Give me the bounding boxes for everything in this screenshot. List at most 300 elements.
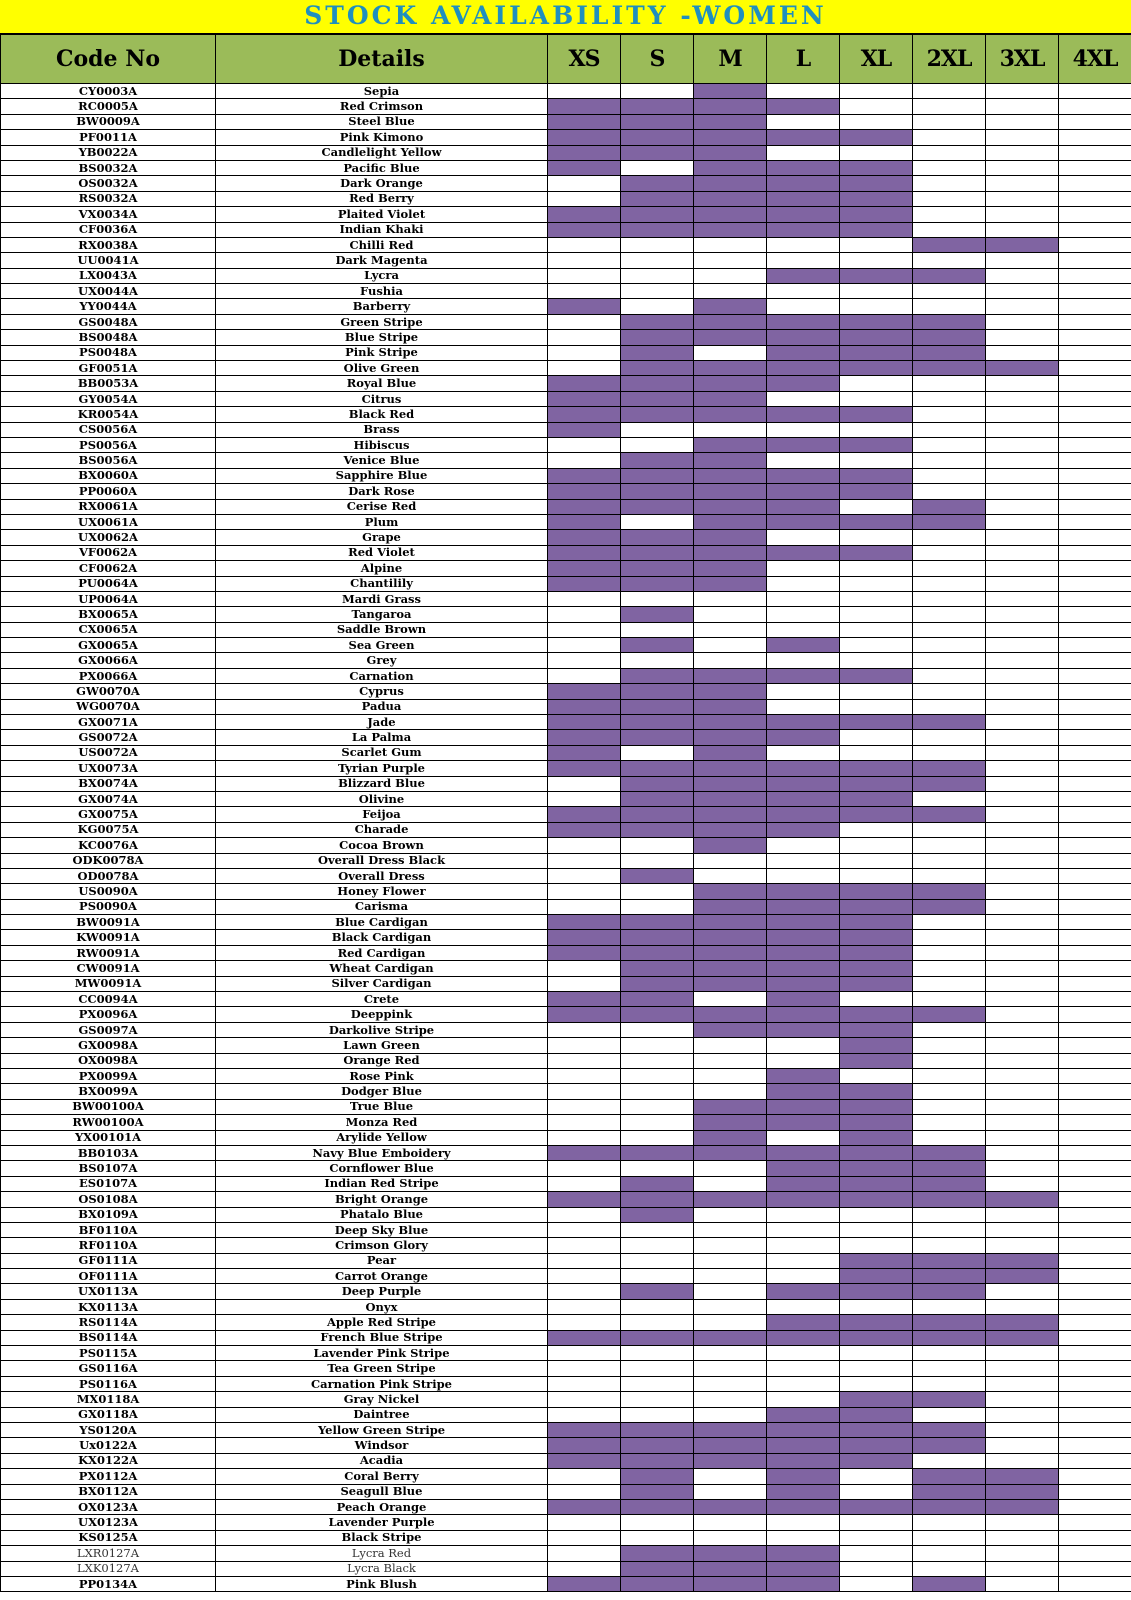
- stock-cell-s-available: [621, 1561, 694, 1576]
- stock-cell-3xl-empty: [986, 176, 1059, 191]
- details-cell: Overall Dress: [216, 868, 548, 883]
- stock-cell-2xl-available: [913, 1422, 986, 1437]
- stock-cell-m-empty: [694, 1299, 767, 1314]
- stock-cell-s-available: [621, 1192, 694, 1207]
- stock-cell-xl-empty: [840, 838, 913, 853]
- stock-cell-2xl-empty: [913, 591, 986, 606]
- stock-cell-3xl-available: [986, 1269, 1059, 1284]
- stock-cell-m-empty: [694, 1207, 767, 1222]
- stock-cell-xs-available: [548, 1438, 621, 1453]
- stock-cell-m-empty: [694, 268, 767, 283]
- stock-cell-l-available: [767, 638, 840, 653]
- stock-cell-xl-empty: [840, 992, 913, 1007]
- stock-cell-4xl-empty: [1059, 145, 1131, 160]
- table-row: [1, 1299, 1131, 1314]
- stock-cell-4xl-empty: [1059, 253, 1131, 268]
- stock-cell-s-available: [621, 1145, 694, 1160]
- stock-cell-3xl-empty: [986, 884, 1059, 899]
- stock-cell-s-available: [621, 207, 694, 222]
- stock-cell-xl-available: [840, 1438, 913, 1453]
- stock-cell-xl-available: [840, 715, 913, 730]
- stock-cell-s-available: [621, 1453, 694, 1468]
- stock-cell-xl-available: [840, 407, 913, 422]
- stock-cell-4xl-empty: [1059, 299, 1131, 314]
- stock-cell-xl-available: [840, 1407, 913, 1422]
- table-row: [1, 1238, 1131, 1253]
- stock-cell-4xl-empty: [1059, 1269, 1131, 1284]
- stock-cell-xl-available: [840, 176, 913, 191]
- stock-cell-3xl-empty: [986, 1038, 1059, 1053]
- stock-cell-2xl-empty: [913, 1130, 986, 1145]
- code-cell: KX0122A: [1, 1453, 216, 1468]
- code-cell: CC0094A: [1, 992, 216, 1007]
- stock-cell-4xl-empty: [1059, 1207, 1131, 1222]
- stock-cell-3xl-empty: [986, 899, 1059, 914]
- stock-cell-xl-empty: [840, 453, 913, 468]
- stock-cell-xl-available: [840, 207, 913, 222]
- stock-cell-xl-empty: [840, 745, 913, 760]
- stock-cell-3xl-empty: [986, 915, 1059, 930]
- stock-cell-xl-empty: [840, 561, 913, 576]
- stock-cell-2xl-available: [913, 345, 986, 360]
- table-row: [1, 1192, 1131, 1207]
- stock-cell-4xl-empty: [1059, 1576, 1131, 1591]
- stock-cell-4xl-empty: [1059, 1499, 1131, 1514]
- table-row: [1, 253, 1131, 268]
- stock-cell-3xl-empty: [986, 838, 1059, 853]
- stock-cell-xl-available: [840, 1253, 913, 1268]
- stock-cell-m-available: [694, 453, 767, 468]
- stock-cell-xl-empty: [840, 99, 913, 114]
- stock-cell-4xl-empty: [1059, 1299, 1131, 1314]
- code-cell: GX0075A: [1, 807, 216, 822]
- details-cell: Red Crimson: [216, 99, 548, 114]
- stock-cell-2xl-empty: [913, 191, 986, 206]
- stock-cell-s-empty: [621, 653, 694, 668]
- table-row: [1, 776, 1131, 791]
- code-cell: BX0112A: [1, 1484, 216, 1499]
- table-row: [1, 1422, 1131, 1437]
- table-row: [1, 591, 1131, 606]
- stock-cell-4xl-empty: [1059, 1192, 1131, 1207]
- stock-cell-xl-available: [840, 668, 913, 683]
- stock-cell-xl-empty: [840, 237, 913, 252]
- stock-cell-xl-empty: [840, 607, 913, 622]
- details-cell: Black Stripe: [216, 1530, 548, 1545]
- stock-cell-l-available: [767, 1007, 840, 1022]
- code-cell: RW00100A: [1, 1115, 216, 1130]
- stock-cell-3xl-empty: [986, 437, 1059, 452]
- code-cell: US0090A: [1, 884, 216, 899]
- stock-cell-m-available: [694, 961, 767, 976]
- stock-cell-m-available: [694, 745, 767, 760]
- stock-cell-s-available: [621, 1499, 694, 1514]
- stock-cell-s-available: [621, 684, 694, 699]
- stock-cell-4xl-empty: [1059, 1222, 1131, 1237]
- code-cell: BS0048A: [1, 330, 216, 345]
- stock-cell-l-empty: [767, 684, 840, 699]
- stock-cell-4xl-empty: [1059, 1238, 1131, 1253]
- stock-cell-m-empty: [694, 1407, 767, 1422]
- header-size-l: L: [767, 35, 840, 84]
- header-size-3xl: 3XL: [986, 35, 1059, 84]
- stock-cell-2xl-empty: [913, 1546, 986, 1561]
- stock-cell-2xl-empty: [913, 160, 986, 175]
- stock-cell-m-available: [694, 822, 767, 837]
- stock-cell-l-available: [767, 807, 840, 822]
- stock-cell-s-available: [621, 191, 694, 206]
- details-cell: Dark Magenta: [216, 253, 548, 268]
- stock-cell-xl-empty: [840, 684, 913, 699]
- code-cell: UX0073A: [1, 761, 216, 776]
- stock-cell-2xl-available: [913, 1007, 986, 1022]
- stock-cell-xl-available: [840, 1084, 913, 1099]
- code-cell: KR0054A: [1, 407, 216, 422]
- stock-cell-3xl-available: [986, 1192, 1059, 1207]
- stock-cell-4xl-empty: [1059, 1392, 1131, 1407]
- details-cell: Royal Blue: [216, 376, 548, 391]
- stock-cell-2xl-available: [913, 1576, 986, 1591]
- stock-cell-4xl-empty: [1059, 1561, 1131, 1576]
- stock-cell-s-available: [621, 99, 694, 114]
- stock-cell-3xl-empty: [986, 114, 1059, 129]
- stock-cell-4xl-empty: [1059, 1530, 1131, 1545]
- stock-cell-m-empty: [694, 1176, 767, 1191]
- details-cell: Overall Dress Black: [216, 853, 548, 868]
- stock-cell-4xl-empty: [1059, 1315, 1131, 1330]
- stock-cell-s-available: [621, 1284, 694, 1299]
- stock-cell-s-empty: [621, 1299, 694, 1314]
- code-cell: GF0051A: [1, 361, 216, 376]
- stock-cell-2xl-available: [913, 1145, 986, 1160]
- stock-cell-xl-empty: [840, 591, 913, 606]
- code-cell: MX0118A: [1, 1392, 216, 1407]
- code-cell: GS0072A: [1, 730, 216, 745]
- code-cell: BX0060A: [1, 468, 216, 483]
- details-cell: Indian Khaki: [216, 222, 548, 237]
- stock-cell-2xl-available: [913, 499, 986, 514]
- stock-cell-3xl-empty: [986, 945, 1059, 960]
- stock-cell-xl-available: [840, 1130, 913, 1145]
- stock-cell-l-empty: [767, 422, 840, 437]
- stock-cell-xs-available: [548, 1192, 621, 1207]
- stock-cell-4xl-empty: [1059, 868, 1131, 883]
- code-cell: OS0032A: [1, 176, 216, 191]
- stock-cell-3xl-empty: [986, 391, 1059, 406]
- stock-cell-s-available: [621, 1546, 694, 1561]
- stock-cell-l-available: [767, 376, 840, 391]
- details-cell: Dodger Blue: [216, 1084, 548, 1099]
- stock-cell-s-available: [621, 791, 694, 806]
- stock-table: [0, 34, 1131, 1592]
- code-cell: BF0110A: [1, 1222, 216, 1237]
- stock-cell-m-available: [694, 299, 767, 314]
- stock-cell-xl-empty: [840, 699, 913, 714]
- stock-cell-m-empty: [694, 591, 767, 606]
- stock-cell-xs-available: [548, 1499, 621, 1514]
- table-row: [1, 237, 1131, 252]
- code-cell: PS0090A: [1, 899, 216, 914]
- page-title: STOCK AVAILABILITY -WOMEN: [0, 0, 1131, 34]
- stock-cell-xs-empty: [548, 1284, 621, 1299]
- code-cell: KC0076A: [1, 838, 216, 853]
- stock-cell-3xl-empty: [986, 1099, 1059, 1114]
- stock-cell-4xl-empty: [1059, 84, 1131, 99]
- stock-cell-xs-available: [548, 114, 621, 129]
- stock-cell-m-empty: [694, 638, 767, 653]
- stock-cell-xl-empty: [840, 576, 913, 591]
- stock-cell-xl-empty: [840, 376, 913, 391]
- header-size-xs: XS: [548, 35, 621, 84]
- stock-cell-s-empty: [621, 1346, 694, 1361]
- stock-cell-3xl-empty: [986, 1515, 1059, 1530]
- stock-cell-m-empty: [694, 1361, 767, 1376]
- stock-cell-l-available: [767, 1407, 840, 1422]
- stock-cell-3xl-empty: [986, 576, 1059, 591]
- stock-cell-s-available: [621, 345, 694, 360]
- stock-cell-xs-empty: [548, 191, 621, 206]
- stock-cell-l-available: [767, 1192, 840, 1207]
- stock-cell-xs-empty: [548, 884, 621, 899]
- code-cell: YX00101A: [1, 1130, 216, 1145]
- stock-cell-3xl-empty: [986, 684, 1059, 699]
- code-cell: BW00100A: [1, 1099, 216, 1114]
- stock-cell-xs-available: [548, 1330, 621, 1345]
- code-cell: PS0056A: [1, 437, 216, 452]
- stock-cell-xs-available: [548, 422, 621, 437]
- stock-cell-4xl-empty: [1059, 545, 1131, 560]
- stock-cell-3xl-empty: [986, 160, 1059, 175]
- stock-cell-m-available: [694, 1453, 767, 1468]
- stock-cell-xl-available: [840, 776, 913, 791]
- stock-cell-3xl-empty: [986, 1084, 1059, 1099]
- stock-cell-4xl-empty: [1059, 114, 1131, 129]
- stock-cell-3xl-available: [986, 1499, 1059, 1514]
- table-row: [1, 807, 1131, 822]
- stock-cell-xl-available: [840, 945, 913, 960]
- stock-cell-3xl-empty: [986, 468, 1059, 483]
- stock-cell-xl-available: [840, 1176, 913, 1191]
- code-cell: WG0070A: [1, 699, 216, 714]
- stock-cell-3xl-empty: [986, 130, 1059, 145]
- details-cell: Deep Purple: [216, 1284, 548, 1299]
- stock-cell-l-available: [767, 1069, 840, 1084]
- header-row: [1, 35, 1131, 84]
- stock-cell-l-available: [767, 1576, 840, 1591]
- stock-cell-4xl-empty: [1059, 530, 1131, 545]
- stock-cell-s-available: [621, 730, 694, 745]
- stock-cell-4xl-empty: [1059, 1253, 1131, 1268]
- stock-cell-l-empty: [767, 1346, 840, 1361]
- stock-cell-2xl-available: [913, 884, 986, 899]
- details-cell: Darkolive Stripe: [216, 1022, 548, 1037]
- stock-cell-m-available: [694, 1546, 767, 1561]
- stock-cell-s-empty: [621, 1084, 694, 1099]
- details-cell: Hibiscus: [216, 437, 548, 452]
- table-row: [1, 1376, 1131, 1391]
- code-cell: YS0120A: [1, 1422, 216, 1437]
- table-row: [1, 422, 1131, 437]
- stock-cell-2xl-empty: [913, 1407, 986, 1422]
- stock-cell-s-available: [621, 314, 694, 329]
- code-cell: PS0048A: [1, 345, 216, 360]
- stock-cell-xl-empty: [840, 1515, 913, 1530]
- code-cell: GS0097A: [1, 1022, 216, 1037]
- stock-cell-m-empty: [694, 1469, 767, 1484]
- stock-cell-2xl-empty: [913, 561, 986, 576]
- stock-cell-3xl-empty: [986, 514, 1059, 529]
- stock-cell-xl-empty: [840, 1207, 913, 1222]
- stock-cell-2xl-empty: [913, 1022, 986, 1037]
- stock-cell-xs-empty: [548, 853, 621, 868]
- stock-cell-xl-empty: [840, 1299, 913, 1314]
- stock-cell-xs-empty: [548, 1299, 621, 1314]
- stock-cell-s-empty: [621, 1038, 694, 1053]
- stock-cell-4xl-empty: [1059, 160, 1131, 175]
- table-row: [1, 915, 1131, 930]
- stock-cell-3xl-empty: [986, 853, 1059, 868]
- stock-cell-2xl-empty: [913, 545, 986, 560]
- stock-cell-m-empty: [694, 1392, 767, 1407]
- header-size-s: S: [621, 35, 694, 84]
- stock-cell-3xl-empty: [986, 1145, 1059, 1160]
- stock-cell-4xl-empty: [1059, 391, 1131, 406]
- stock-cell-l-available: [767, 1438, 840, 1453]
- stock-cell-3xl-empty: [986, 791, 1059, 806]
- header-size-2xl: 2XL: [913, 35, 986, 84]
- stock-cell-xs-available: [548, 499, 621, 514]
- stock-cell-3xl-empty: [986, 1576, 1059, 1591]
- stock-cell-3xl-empty: [986, 99, 1059, 114]
- stock-cell-s-empty: [621, 422, 694, 437]
- stock-cell-4xl-empty: [1059, 715, 1131, 730]
- table-row: [1, 1530, 1131, 1545]
- stock-cell-l-empty: [767, 622, 840, 637]
- details-cell: Citrus: [216, 391, 548, 406]
- code-cell: CX0065A: [1, 622, 216, 637]
- stock-cell-2xl-available: [913, 1438, 986, 1453]
- stock-cell-2xl-available: [913, 715, 986, 730]
- stock-cell-3xl-empty: [986, 1238, 1059, 1253]
- stock-cell-4xl-empty: [1059, 1453, 1131, 1468]
- stock-cell-l-empty: [767, 591, 840, 606]
- stock-cell-4xl-empty: [1059, 1099, 1131, 1114]
- stock-cell-m-available: [694, 514, 767, 529]
- code-cell: VX0034A: [1, 207, 216, 222]
- stock-cell-xl-empty: [840, 114, 913, 129]
- stock-cell-m-available: [694, 1422, 767, 1437]
- details-cell: Padua: [216, 699, 548, 714]
- stock-cell-2xl-empty: [913, 668, 986, 683]
- stock-cell-m-empty: [694, 237, 767, 252]
- details-cell: Seagull Blue: [216, 1484, 548, 1499]
- stock-cell-xl-empty: [840, 530, 913, 545]
- stock-cell-s-available: [621, 1438, 694, 1453]
- stock-cell-m-available: [694, 468, 767, 483]
- stock-cell-xs-empty: [548, 1484, 621, 1499]
- table-row: [1, 484, 1131, 499]
- stock-cell-3xl-empty: [986, 1361, 1059, 1376]
- table-row: [1, 1499, 1131, 1514]
- code-cell: PX0112A: [1, 1469, 216, 1484]
- details-cell: Grape: [216, 530, 548, 545]
- stock-cell-4xl-empty: [1059, 607, 1131, 622]
- stock-cell-s-empty: [621, 514, 694, 529]
- stock-cell-xl-available: [840, 268, 913, 283]
- stock-cell-xs-empty: [548, 1561, 621, 1576]
- stock-cell-4xl-empty: [1059, 176, 1131, 191]
- table-row: [1, 437, 1131, 452]
- details-cell: Honey Flower: [216, 884, 548, 899]
- stock-cell-3xl-empty: [986, 1222, 1059, 1237]
- stock-cell-xl-available: [840, 130, 913, 145]
- stock-cell-xs-empty: [548, 638, 621, 653]
- stock-cell-l-empty: [767, 237, 840, 252]
- stock-cell-4xl-empty: [1059, 961, 1131, 976]
- stock-cell-xl-empty: [840, 622, 913, 637]
- table-row: [1, 868, 1131, 883]
- details-cell: Blue Stripe: [216, 330, 548, 345]
- details-cell: Brass: [216, 422, 548, 437]
- stock-cell-xl-available: [840, 1499, 913, 1514]
- stock-cell-3xl-available: [986, 1330, 1059, 1345]
- stock-cell-xl-available: [840, 468, 913, 483]
- stock-cell-4xl-empty: [1059, 237, 1131, 252]
- stock-cell-2xl-empty: [913, 484, 986, 499]
- stock-cell-xl-available: [840, 1330, 913, 1345]
- stock-cell-4xl-empty: [1059, 361, 1131, 376]
- stock-cell-l-available: [767, 915, 840, 930]
- code-cell: BX0099A: [1, 1084, 216, 1099]
- stock-cell-2xl-empty: [913, 1222, 986, 1237]
- stock-cell-xl-available: [840, 1422, 913, 1437]
- details-cell: Blizzard Blue: [216, 776, 548, 791]
- stock-cell-m-available: [694, 730, 767, 745]
- stock-cell-m-available: [694, 976, 767, 991]
- stock-cell-s-available: [621, 114, 694, 129]
- code-cell: BX0074A: [1, 776, 216, 791]
- stock-cell-s-empty: [621, 1238, 694, 1253]
- stock-cell-m-available: [694, 314, 767, 329]
- stock-cell-m-empty: [694, 1069, 767, 1084]
- stock-cell-xs-empty: [548, 1084, 621, 1099]
- stock-cell-s-empty: [621, 1053, 694, 1068]
- stock-cell-xs-available: [548, 561, 621, 576]
- stock-cell-m-empty: [694, 1053, 767, 1068]
- details-cell: French Blue Stripe: [216, 1330, 548, 1345]
- stock-cell-3xl-empty: [986, 699, 1059, 714]
- details-cell: Carnation: [216, 668, 548, 683]
- stock-cell-xl-available: [840, 1161, 913, 1176]
- stock-cell-2xl-available: [913, 268, 986, 283]
- table-row: [1, 622, 1131, 637]
- stock-cell-2xl-empty: [913, 1099, 986, 1114]
- table-row: [1, 1561, 1131, 1576]
- stock-cell-xs-available: [548, 391, 621, 406]
- table-row: [1, 1546, 1131, 1561]
- stock-cell-4xl-empty: [1059, 1053, 1131, 1068]
- stock-cell-m-empty: [694, 1484, 767, 1499]
- table-row: [1, 453, 1131, 468]
- stock-cell-4xl-empty: [1059, 1022, 1131, 1037]
- details-cell: Blue Cardigan: [216, 915, 548, 930]
- stock-cell-s-available: [621, 1422, 694, 1437]
- stock-cell-2xl-available: [913, 1269, 986, 1284]
- stock-cell-2xl-empty: [913, 253, 986, 268]
- stock-cell-3xl-empty: [986, 499, 1059, 514]
- stock-cell-m-available: [694, 838, 767, 853]
- table-row: [1, 1407, 1131, 1422]
